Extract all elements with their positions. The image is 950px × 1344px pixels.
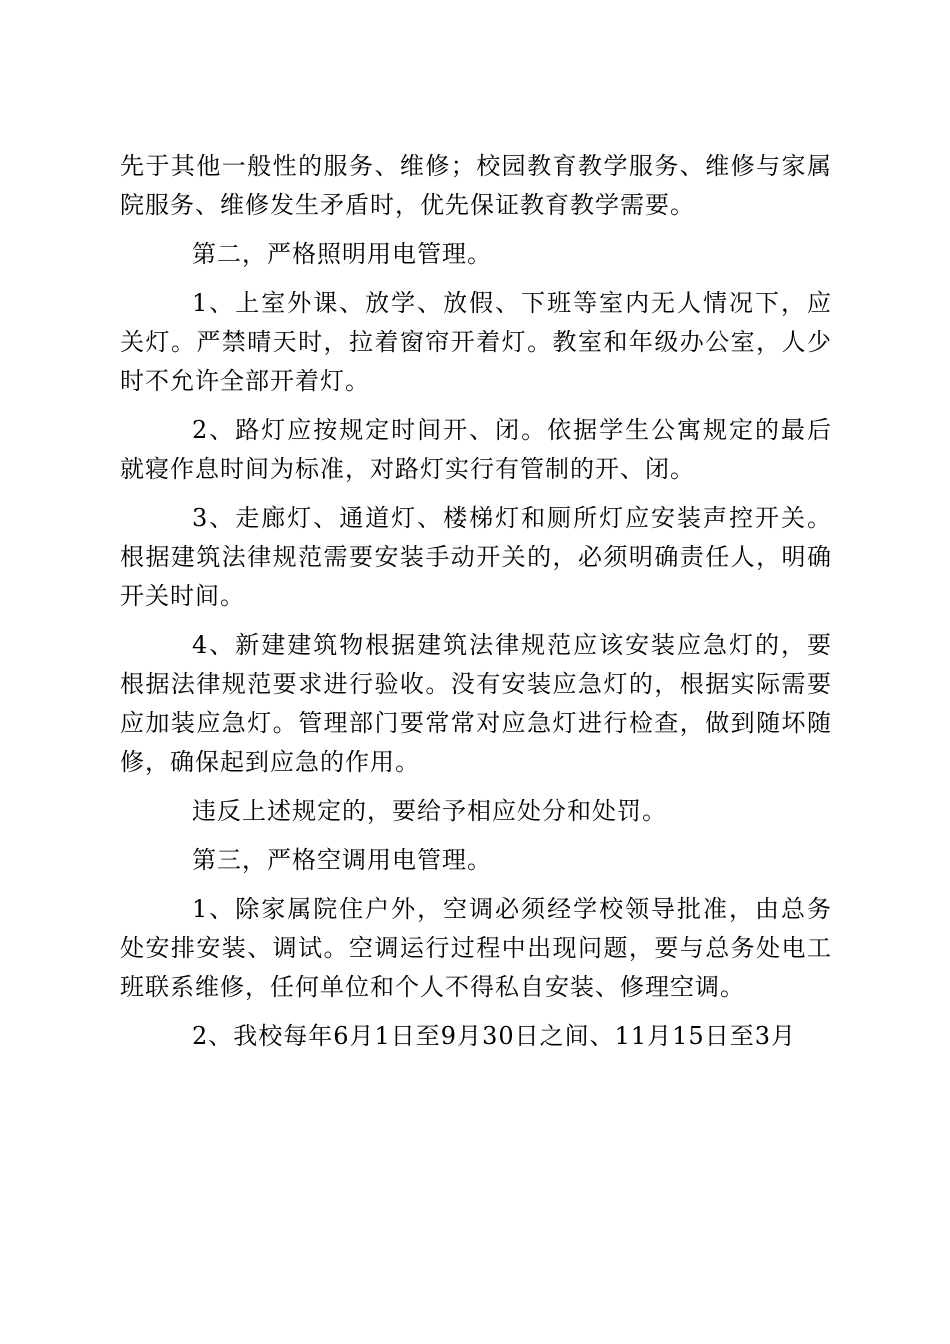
paragraph-7: 违反上述规定的，要给予相应处分和处罚。 [192, 797, 667, 825]
paragraph-3: 1、上室外课、放学、放假、下班等室内无人情况下，应关灯。严禁晴天时，拉着窗帘开着灯。教室和年级办公室，人少时不允许全部开着灯。 [120, 289, 832, 395]
paragraph-9: 1、除家属院住户外，空调必须经学校领导批准，由总务处安排安装、调试。空调运行过程中出现问题，要与总务处电工班联系维修，任何单位和个人不得私自安装、修理空调。 [120, 895, 832, 1001]
paragraph-1: 先于其他一般性的服务、维修；校园教育教学服务、维修与家属院服务、维修发生矛盾时，优先保证教育教学需要。 [120, 152, 832, 219]
paragraph-10: 2、我校每年6月1日至9月30日之间、11月15日至3月 [192, 1022, 796, 1050]
paragraph-2: 第二，严格照明用电管理。 [192, 240, 492, 268]
paragraph-4: 2、路灯应按规定时间开、闭。依据学生公寓规定的最后就寝作息时间为标准，对路灯实行有管制的开、闭。 [120, 416, 832, 483]
paragraph-6: 4、新建建筑物根据建筑法律规范应该安装应急灯的，要根据法律规范要求进行验收。没有安装应急灯的，根据实际需要应加装应急灯。管理部门要常常对应急灯进行检查，做到随坏随修，确保起到应急的作用。 [120, 631, 832, 776]
document-body [120, 147, 832, 1066]
paragraph-5: 3、走廊灯、通道灯、楼梯灯和厕所灯应安装声控开关。根据建筑法律规范需要安装手动开关的，必须明确责任人，明确开关时间。 [120, 504, 832, 610]
paragraph-8: 第三，严格空调用电管理。 [192, 846, 492, 874]
